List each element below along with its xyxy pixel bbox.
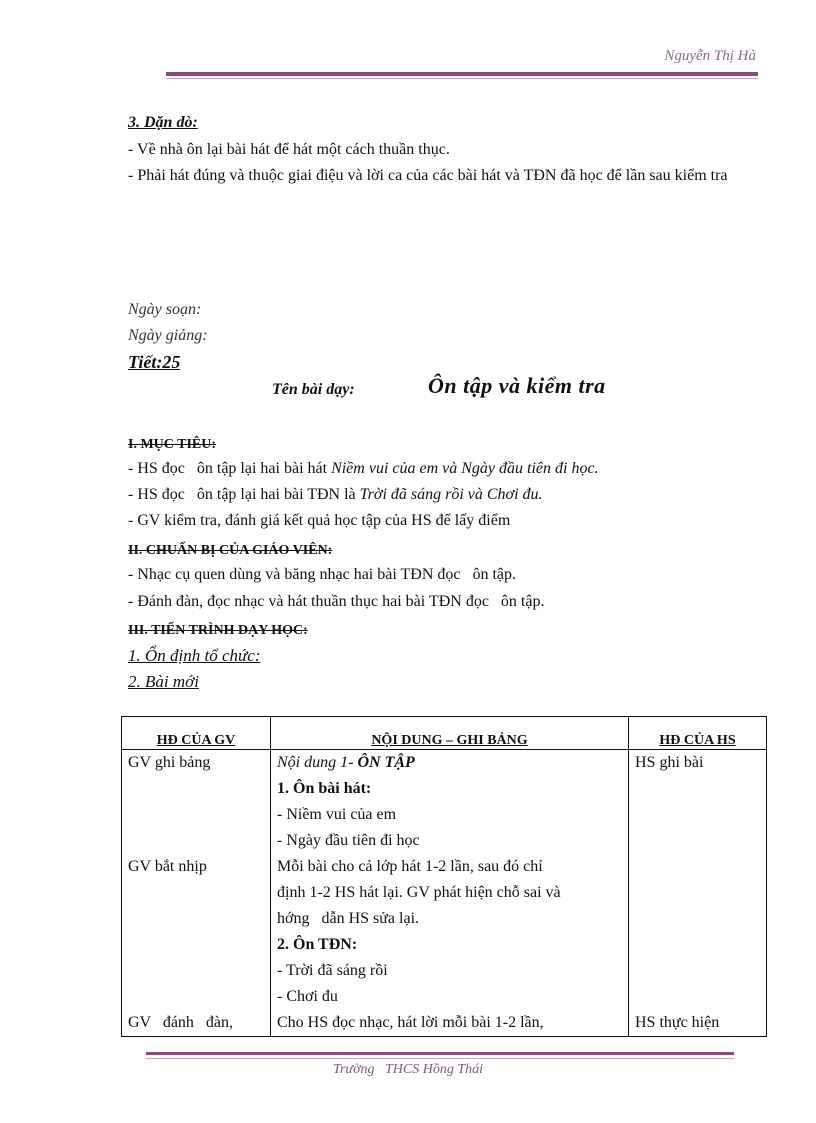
footer-school: Trường THCS Hồng Thái [332, 1062, 484, 1077]
header-author: Nguyễn Thị Hà [664, 48, 756, 64]
header-noi-dung: NỘI DUNG – GHI BẢNG [271, 717, 629, 750]
hs-column: HS ghi bài HS thực hiện [629, 750, 767, 1037]
muc-tieu-line-2: - HS đọc ôn tập lại hai bài TĐN là Trời đã sáng rồi và Chơi đu. [128, 486, 543, 503]
header-rule-thin [166, 78, 758, 79]
lesson-label: Tên bài dạy: [272, 381, 355, 398]
tien-trinh-heading: III. TIẾN TRÌNH DẠY HỌC: [128, 623, 308, 638]
table-row [122, 750, 767, 1037]
muc-tieu-line-1: - HS đọc ôn tập lại hai bài hát Niềm vui của em và Ngày đầu tiên đi học. [128, 460, 599, 477]
muc-tieu-line-3: - GV kiểm tra, đánh giá kết quả học tập của HS để lấy điểm [128, 512, 511, 529]
on-dinh-heading: 1. Ổn định tổ chức: [128, 646, 261, 665]
lesson-plan-table [121, 716, 767, 1037]
footer-rule-thin [146, 1058, 734, 1059]
header-rule [166, 72, 758, 76]
chuan-bi-heading: II. CHUẨN BỊ CỦA GIÁO VIÊN: [128, 543, 333, 558]
dan-do-line-1: - Về nhà ôn lại bài hát để hát một cách thuần thục. [128, 141, 450, 158]
header-hs: HĐ CỦA HS [629, 717, 767, 750]
tiet-number: Tiết:25 [128, 352, 181, 372]
bai-moi-heading: 2. Bài mới [128, 672, 199, 691]
dan-do-heading: 3. Dặn dò: [128, 114, 198, 131]
gv-column: GV ghi bảng GV bắt nhịp GV đánh đàn, [122, 750, 271, 1037]
chuan-bi-line-2: - Đánh đàn, đọc nhạc và hát thuần thục hai bài TĐN đọc ôn tập. [128, 593, 545, 610]
lesson-title: Ôn tập và kiểm tra [428, 373, 606, 398]
ngay-soan: Ngày soạn: [128, 301, 202, 318]
table-header-row [122, 717, 767, 750]
chuan-bi-line-1: - Nhạc cụ quen dùng và băng nhạc hai bài TĐN đọc ôn tập. [128, 566, 517, 583]
ngay-giang: Ngày giảng: [128, 327, 208, 344]
header-gv: HĐ CỦA GV [122, 717, 271, 750]
muc-tieu-heading: I. MỤC TIÊU: [128, 437, 217, 452]
dan-do-line-2: - Phải hát đúng và thuộc giai điệu và lời ca của các bài hát và TĐN đã học để lần sau kiểm tra [128, 167, 728, 184]
footer-rule [146, 1052, 734, 1055]
noi-dung-column: Nội dung 1- ÔN TẬP 1. Ôn bài hát: - Niềm vui của em - Ngày đầu tiên đi học Mỗi bài cho cả lớp hát 1-2 lần, sau đó chỉ định 1-2 HS hát lại. GV phát hiện chỗ sai và hớng dẫn HS sửa lại. 2. Ôn TĐN: - Trời đã sáng rồi - Chơi đu Cho HS đọc nhạc, hát lời mỗi bài 1-2 lần, [271, 750, 629, 1037]
